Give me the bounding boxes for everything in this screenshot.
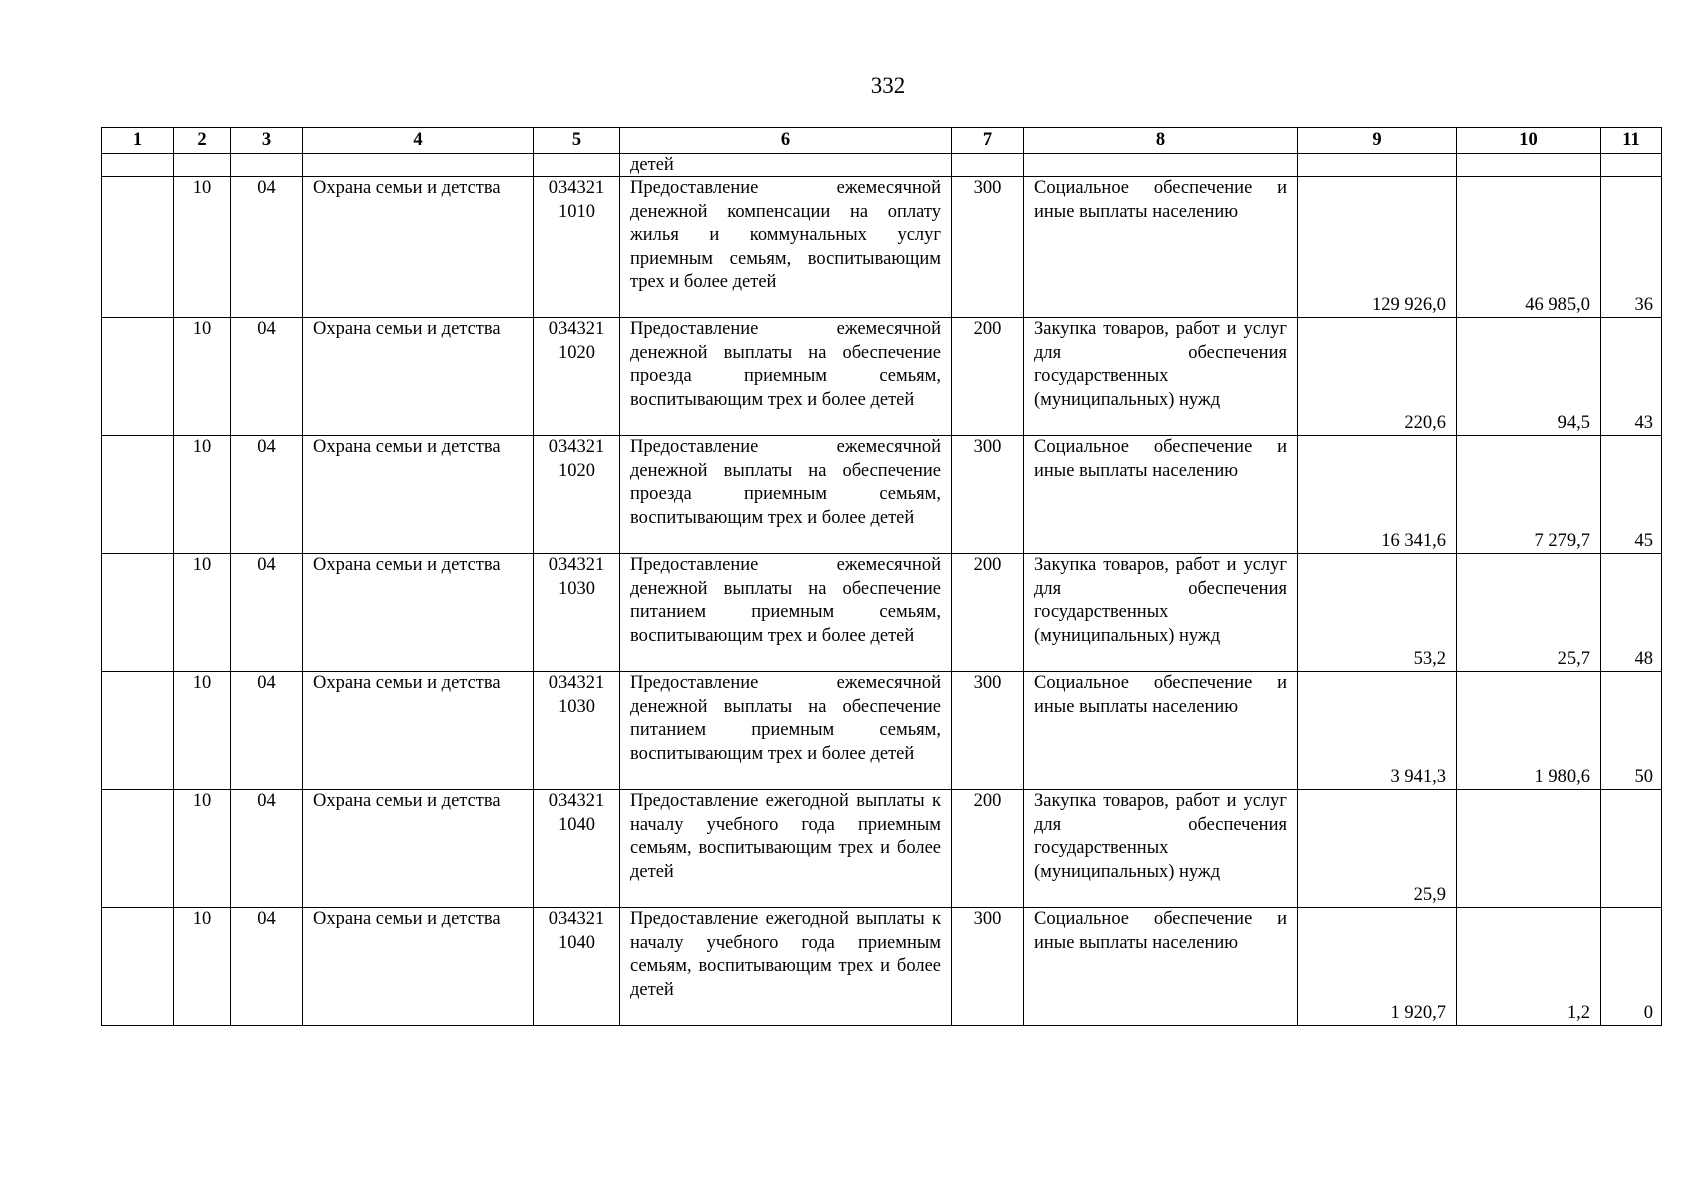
table-row [102, 436, 1662, 554]
cell-amount-actual: 7 279,7 [1457, 436, 1601, 554]
cell-expense-code: 200 [952, 790, 1024, 908]
target-code-part1: 034321 [548, 178, 605, 198]
cell-amount-plan: 3 941,3 [1298, 672, 1457, 790]
cell-col1 [102, 790, 174, 908]
target-code-part2: 1010 [558, 201, 595, 222]
cell-section: 10 [174, 177, 231, 318]
table-row [102, 908, 1662, 1026]
cell-expense-code: 200 [952, 554, 1024, 672]
cell-col4 [303, 154, 534, 177]
cell-percent: 50 [1601, 672, 1662, 790]
cell-description: Предоставление ежемесячной денежной выплаты на обеспечение питанием приемным семьям, воспитывающим трех и более детей [620, 672, 952, 790]
cell-col1 [102, 908, 174, 1026]
cell-col9 [1298, 154, 1457, 177]
cell-subsection: 04 [231, 436, 303, 554]
cell-col1 [102, 154, 174, 177]
cell-description: детей [620, 154, 952, 177]
cell-subsection: 04 [231, 554, 303, 672]
cell-section: 10 [174, 672, 231, 790]
cell-col8 [1024, 154, 1298, 177]
column-header-7: 7 [952, 128, 1024, 154]
cell-amount-plan: 16 341,6 [1298, 436, 1457, 554]
cell-subsection: 04 [231, 318, 303, 436]
table-body [102, 154, 1662, 1026]
page-number: 332 [870, 73, 906, 98]
cell-target-code [534, 436, 620, 554]
cell-percent: 36 [1601, 177, 1662, 318]
cell-col1 [102, 672, 174, 790]
cell-description: Предоставление ежемесячной денежной выплаты на обеспечение проезда приемным семьям, воспитывающим трех и более детей [620, 318, 952, 436]
cell-subsection-name: Охрана семьи и детства [303, 554, 534, 672]
cell-col3 [231, 154, 303, 177]
column-header-3: 3 [231, 128, 303, 154]
table-row [102, 177, 1662, 318]
cell-col10 [1457, 154, 1601, 177]
cell-description: Предоставление ежемесячной денежной компенсации на оплату жилья и коммунальных услуг приемным семьям, воспитывающим трех и более детей [620, 177, 952, 318]
target-code-part2: 1040 [558, 932, 595, 953]
cell-expense-name: Социальное обеспечение и иные выплаты населению [1024, 672, 1298, 790]
cell-expense-code: 300 [952, 177, 1024, 318]
cell-amount-plan: 25,9 [1298, 790, 1457, 908]
cell-percent: 45 [1601, 436, 1662, 554]
cell-target-code [534, 318, 620, 436]
cell-target-code [534, 672, 620, 790]
cell-section: 10 [174, 318, 231, 436]
cell-description: Предоставление ежемесячной денежной выплаты на обеспечение питанием приемным семьям, воспитывающим трех и более детей [620, 554, 952, 672]
cell-subsection-name: Охрана семьи и детства [303, 672, 534, 790]
cell-amount-plan: 1 920,7 [1298, 908, 1457, 1026]
cell-amount-actual: 25,7 [1457, 554, 1601, 672]
cell-expense-code: 300 [952, 436, 1024, 554]
column-header-11: 11 [1601, 128, 1662, 154]
cell-target-code [534, 790, 620, 908]
cell-col5 [534, 154, 620, 177]
target-code-part2: 1040 [558, 814, 595, 835]
cell-percent: 48 [1601, 554, 1662, 672]
cell-col2 [174, 154, 231, 177]
target-code-part2: 1030 [558, 578, 595, 599]
target-code-part1: 034321 [548, 437, 605, 457]
cell-expense-name: Социальное обеспечение и иные выплаты населению [1024, 908, 1298, 1026]
cell-amount-actual [1457, 790, 1601, 908]
cell-subsection: 04 [231, 672, 303, 790]
cell-amount-actual: 1,2 [1457, 908, 1601, 1026]
cell-expense-name: Закупка товаров, работ и услуг для обеспечения государственных (муниципальных) нужд [1024, 318, 1298, 436]
cell-description: Предоставление ежемесячной денежной выплаты на обеспечение проезда приемным семьям, воспитывающим трех и более детей [620, 436, 952, 554]
column-header-9: 9 [1298, 128, 1457, 154]
cell-percent: 0 [1601, 908, 1662, 1026]
target-code-part1: 034321 [548, 673, 605, 693]
cell-col7 [952, 154, 1024, 177]
cell-subsection-name: Охрана семьи и детства [303, 436, 534, 554]
column-header-8: 8 [1024, 128, 1298, 154]
continuation-row [102, 154, 1662, 177]
column-header-2: 2 [174, 128, 231, 154]
column-header-4: 4 [303, 128, 534, 154]
cell-subsection-name: Охрана семьи и детства [303, 177, 534, 318]
column-header-1: 1 [102, 128, 174, 154]
header-row [102, 128, 1662, 154]
cell-target-code [534, 177, 620, 318]
cell-subsection: 04 [231, 908, 303, 1026]
table-row [102, 554, 1662, 672]
cell-subsection: 04 [231, 177, 303, 318]
cell-col1 [102, 318, 174, 436]
cell-subsection-name: Охрана семьи и детства [303, 790, 534, 908]
cell-col1 [102, 436, 174, 554]
cell-description: Предоставление ежегодной выплаты к началу учебного года приемным семьям, воспитывающим трех и более детей [620, 790, 952, 908]
cell-col1 [102, 554, 174, 672]
table-row [102, 318, 1662, 436]
cell-section: 10 [174, 436, 231, 554]
cell-section: 10 [174, 790, 231, 908]
cell-percent: 43 [1601, 318, 1662, 436]
cell-col11 [1601, 154, 1662, 177]
table-row [102, 790, 1662, 908]
cell-subsection-name: Охрана семьи и детства [303, 318, 534, 436]
cell-section: 10 [174, 908, 231, 1026]
cell-col1 [102, 177, 174, 318]
target-code-part1: 034321 [548, 319, 605, 339]
cell-expense-code: 200 [952, 318, 1024, 436]
cell-description: Предоставление ежегодной выплаты к началу учебного года приемным семьям, воспитывающим трех и более детей [620, 908, 952, 1026]
table-header [102, 128, 1662, 154]
budget-table [101, 127, 1662, 1026]
cell-amount-plan: 53,2 [1298, 554, 1457, 672]
cell-amount-actual: 46 985,0 [1457, 177, 1601, 318]
target-code-part2: 1020 [558, 342, 595, 363]
column-header-6: 6 [620, 128, 952, 154]
target-code-part1: 034321 [548, 791, 605, 811]
cell-amount-plan: 129 926,0 [1298, 177, 1457, 318]
cell-subsection: 04 [231, 790, 303, 908]
cell-expense-name: Закупка товаров, работ и услуг для обеспечения государственных (муниципальных) нужд [1024, 554, 1298, 672]
cell-expense-code: 300 [952, 908, 1024, 1026]
cell-expense-name: Закупка товаров, работ и услуг для обеспечения государственных (муниципальных) нужд [1024, 790, 1298, 908]
table-row [102, 672, 1662, 790]
target-code-part1: 034321 [548, 555, 605, 575]
cell-expense-name: Социальное обеспечение и иные выплаты населению [1024, 436, 1298, 554]
cell-expense-name: Социальное обеспечение и иные выплаты населению [1024, 177, 1298, 318]
target-code-part2: 1020 [558, 460, 595, 481]
cell-amount-plan: 220,6 [1298, 318, 1457, 436]
column-header-5: 5 [534, 128, 620, 154]
target-code-part2: 1030 [558, 696, 595, 717]
cell-section: 10 [174, 554, 231, 672]
target-code-part1: 034321 [548, 909, 605, 929]
cell-amount-actual: 94,5 [1457, 318, 1601, 436]
cell-target-code [534, 908, 620, 1026]
cell-subsection-name: Охрана семьи и детства [303, 908, 534, 1026]
cell-amount-actual: 1 980,6 [1457, 672, 1601, 790]
cell-expense-code: 300 [952, 672, 1024, 790]
cell-percent [1601, 790, 1662, 908]
column-header-10: 10 [1457, 128, 1601, 154]
cell-target-code [534, 554, 620, 672]
